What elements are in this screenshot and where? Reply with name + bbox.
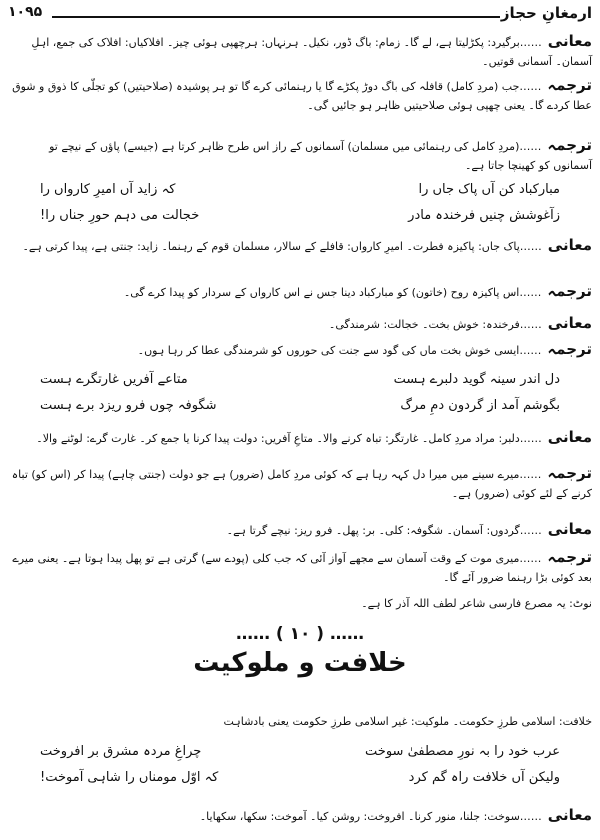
verse-line [40,182,560,197]
meaning-block [8,806,592,826]
block-label: معانی [547,314,592,332]
block-text: ……(مردِ کامل کی رہنمائی میں مسلمان) آسمانوں کے راز اس طرح ظاہر کرتا ہے (جیسے) پاؤں کے نیچے تو آسمانوں کو کھینچا جاتا ہے۔ [49,140,592,172]
meaning-block [8,236,592,256]
translation-block [8,136,592,175]
translation-block [8,76,592,115]
block-label: معانی [547,32,592,50]
verse-hemistich: بگوشم آمد از گردون دمِ مرگ [400,398,560,413]
verse-line [40,770,560,785]
verse-hemistich: ولیکن آں خلافت راہ گم کرد [408,770,560,785]
page-number: ۱۰۹۵ [8,4,43,20]
verse-hemistich: دل اندر سینہ گوید دلبرے ہست [393,372,560,387]
verse-hemistich: عرب خود را بہ نورِ مصطفیٰ سوخت [365,744,560,759]
running-title: ارمغانِ حجاز [500,4,592,22]
block-text: ……برگیرد: پکڑلیتا ہے، لے گا۔ زمام: باگ ڈور، نکیل۔ ہرنہاں: ہرچھپی ہوئی چیز۔ افلاکیاں: افلاک کی جمع، اہلِ آسمان۔ آسمانی قوتیں۔ [31,36,592,68]
block-text: ……سوخت: جلنا، منور کرنا۔ افروخت: روشن کیا۔ آموخت: سکھا، سکھایا۔ [199,810,542,823]
block-text: ……جب (مردِ کامل) قافلہ کی باگ دوڑ پکڑے گا یا رہنمائی کرے گا تو ہر پوشیدہ (صلاحیتیں) کو تجلّی کا ذوق و شوق عطا کردے گا۔ یعنی چھپی ہوئی صلاحیتیں ظاہر ہو جائیں گی۔ [12,80,592,112]
block-text: ……گردوں: آسمان۔ شگوفہ: کلی۔ بر: پھل۔ فرو ریز: نیچے گرتا ہے۔ [226,524,542,537]
chapter-title: خلافت و ملوکیت [193,648,407,678]
definition-text: خلافت: اسلامی طرزِ حکومت۔ ملوکیت: غیر اسلامی طرزِ حکومت یعنی بادشاہت [223,715,592,728]
block-text: ……اس پاکیزہ روح (خاتون) کو مبارکباد دینا جس نے اس کارواں کے سردار کو پیدا کرے گی۔ [123,286,542,299]
block-label: ترجمہ [547,340,592,358]
verse-hemistich: کہ اوّل مومناں را شاہی آموخت! [40,770,219,785]
block-text: ……میری موت کے وقت آسمان سے مجھے آواز آئی کہ جب کلی (پودے سے) گرتی ہے تو پھل پیدا ہوتا ہے۔ یعنی میرے بعد کوئی بڑا رہنما ضرور آئے گا۔ [12,552,592,584]
block-text: ……پاک جاں: پاکیزہ فطرت۔ امیرِ کارواں: قافلے کے سالار، مسلمان قوم کے رہنما۔ زاید: جنتی ہے، پیدا کرتی ہے۔ [22,240,542,253]
block-label: ترجمہ [547,282,592,300]
verse-hemistich: خجالت می دہم حورِ جناں را! [40,208,200,223]
block-text: ……میرے سینے میں میرا دل کہہ رہا ہے کہ کوئی مردِ کامل (ضرور) ہے جو دولت (جنتی چاہے) پیدا کر (اس کو) تباہ کرنے کے لئے کوئی (ضرور) ہے۔ [11,468,592,500]
meaning-block [8,520,592,540]
translation-block [8,340,592,360]
verse-line [40,398,560,413]
meaning-block [8,428,592,448]
block-label: معانی [547,428,592,446]
translation-block [8,548,592,587]
verse-hemistich: مبارکباد کن آں پاک جاں را [418,182,560,197]
verse-hemistich: متاعے آفریں غارتگرے ہست [40,372,188,387]
page-header [8,4,592,28]
meaning-block [8,314,592,334]
definition-line [8,712,592,731]
meaning-block [8,32,592,71]
block-label: معانی [547,520,592,538]
verse-hemistich: شگوفہ چوں فرو ریزد برے ہست [40,398,217,413]
verse-hemistich: چراغِ مردہ مشرق بر افروخت [40,744,202,759]
block-label: ترجمہ [547,548,592,566]
block-label: معانی [547,806,592,824]
block-text: ……دلبر: مراد مردِ کامل۔ غارتگر: تباہ کرنے والا۔ متاعِ آفریں: دولت پیدا کرنا یا جمع کر۔ غارت گرے: لوٹنے والا۔ [36,432,542,445]
note-text: نوٹ: یہ مصرع فارسی شاعر لطف اللہ آذر کا ہے۔ [361,597,592,610]
note [8,594,592,613]
block-text: ……ایسی خوش بخت ماں کی گود سے جنت کی حوروں کو شرمندگی عطا کر رہا ہوں۔ [137,344,542,357]
header-rule [52,16,500,18]
block-label: ترجمہ [547,76,592,94]
translation-block [8,464,592,503]
verse-line [40,208,560,223]
block-text: ……فرخندہ: خوش بخت۔ خجالت: شرمندگی۔ [328,318,542,331]
block-label: ترجمہ [547,464,592,482]
verse-hemistich: کہ زاید آں امیرِ کارواں را [40,182,176,197]
block-label: ترجمہ [547,136,592,154]
chapter-number: …… ( ۱۰ ) …… [236,624,364,644]
translation-block [8,282,592,302]
verse-hemistich: زآغوشش چنیں فرخندہ مادر [408,208,560,223]
verse-line [40,372,560,387]
block-label: معانی [547,236,592,254]
verse-line [40,744,560,759]
